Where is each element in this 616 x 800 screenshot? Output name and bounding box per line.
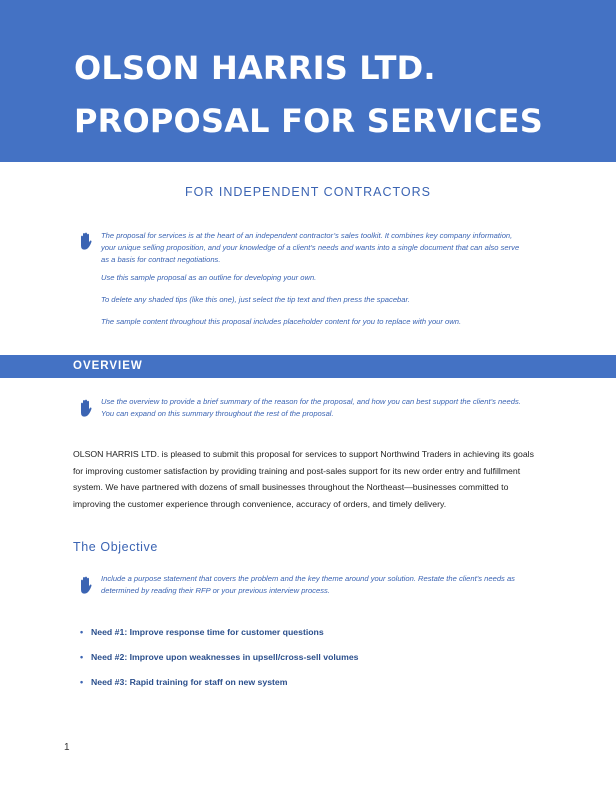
hand-stop-icon	[78, 399, 92, 417]
bullet: •	[80, 652, 84, 662]
list-item	[80, 651, 358, 676]
list-item	[80, 676, 358, 701]
document-subtitle: FOR INDEPENDENT CONTRACTORS	[184, 185, 431, 199]
title-banner	[0, 0, 616, 162]
bullet: •	[80, 627, 84, 637]
tip-text: Include a purpose statement that covers the problem and the key theme around your solution. Restate the client’s needs as determined by reading their RFP or your previous interview process.	[101, 574, 515, 595]
bullet: •	[80, 677, 84, 687]
objective-heading: The Objective	[73, 540, 158, 554]
tip-text: The proposal for services is at the heart of an independent contractor’s sales toolkit. It combines key company information, your unique selling proposition, and your knowledge of a client’s needs and wants into a single document that can also serve as a basis for contract negotiations.	[101, 231, 520, 264]
overview-body: OLSON HARRIS LTD. is pleased to submit this proposal for services to support Northwind Traders in achieving its goals for improving customer satisfaction by providing training and post-sales support for its new order entry and fulfillment system. We have partnered with dozens of small businesses throughout the Northeast—businesses committed to improving the customer experience through convenience, accuracy of orders, and timely delivery.	[73, 449, 534, 509]
overview-header	[0, 355, 616, 378]
tip-text: Use the overview to provide a brief summary of the reason for the proposal, and how you can best support the client’s needs. You can expand on this summary throughout the rest of the proposal.	[101, 397, 521, 418]
objective-tip	[101, 573, 521, 597]
document-title: PROPOSAL FOR SERVICES	[74, 102, 543, 140]
list-item	[80, 626, 358, 651]
need-text: Need #3: Rapid training for staff on new system	[91, 677, 288, 687]
hand-stop-icon	[78, 232, 92, 250]
company-name: OLSON HARRIS LTD.	[74, 49, 436, 87]
tip-text: The sample content throughout this proposal includes placeholder content for you to replace with your own.	[101, 317, 462, 326]
hand-stop-icon	[78, 576, 92, 594]
overview-tip	[101, 396, 521, 420]
tip-text: To delete any shaded tips (like this one), just select the tip text and then press the spacebar.	[101, 295, 410, 304]
need-text: Need #1: Improve response time for customer questions	[91, 627, 324, 637]
needs-list	[80, 626, 358, 701]
need-text: Need #2: Improve upon weaknesses in upsell/cross-sell volumes	[91, 652, 359, 662]
section-title: OVERVIEW	[73, 360, 143, 372]
tip-text: Use this sample proposal as an outline for developing your own.	[101, 273, 317, 282]
page-number: 1	[64, 742, 70, 753]
intro-tips	[101, 230, 521, 328]
